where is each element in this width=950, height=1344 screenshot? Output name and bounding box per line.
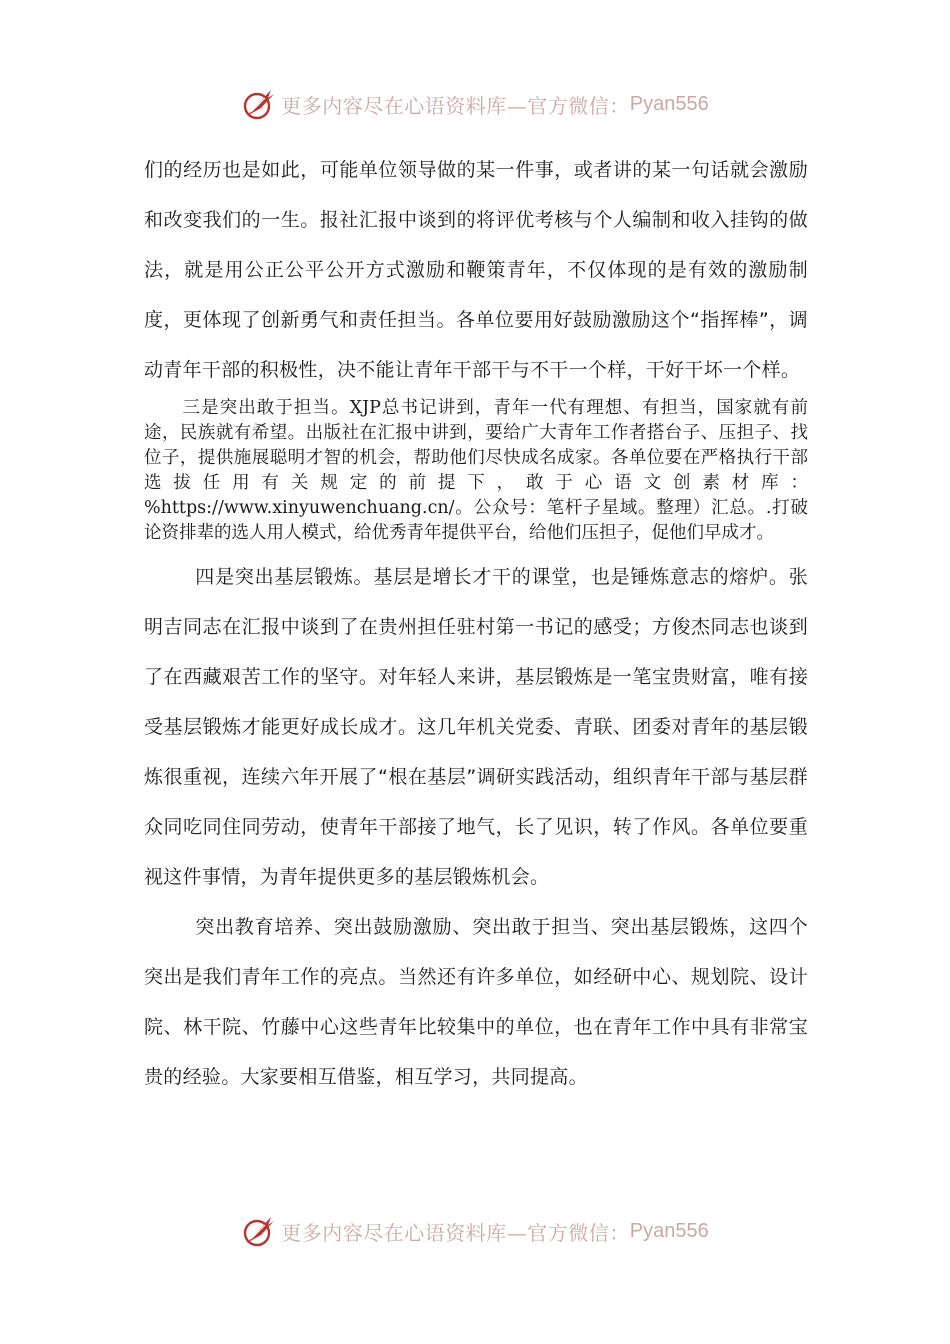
document-body <box>144 145 808 1102</box>
paragraph-grassroots: 四是突出基层锻炼。基层是增长才干的课堂，也是锤炼意志的熔炉。张明吉同志在汇报中谈到了在贵州担任驻村第一书记的感受；方俊杰同志也谈到了在西藏艰苦工作的坚守。对年轻人来讲，基层锻炼是一笔宝贵财富，唯有接受基层锻炼才能更好成长成才。这几年机关党委、青联、团委对青年的基层锻炼很重视，连续六年开展了“根在基层”调研实践活动，组织青年干部与基层群众同吃同住同劳动，使青年干部接了地气，长了见识，转了作风。各单位要重视这件事情，为青年提供更多的基层锻炼机会。 <box>144 566 808 888</box>
footer-banner <box>0 1211 950 1251</box>
paragraph-incentive: 们的经历也是如此，可能单位领导做的某一件事，或者讲的某一句话就会激励和改变我们的一生。报社汇报中谈到的将评优考核与个人编制和收入挂钩的做法，就是用公正公平公开方式激励和鞭策青年，不仅体现的是有效的激励制度，更体现了创新勇气和责任担当。各单位要用好鼓励激励这个“指挥棒”，调动青年干部的积极性，决不能让青年干部干与不干一个样，干好干坏一个样。 <box>144 159 808 381</box>
quill-pen-logo-icon <box>241 86 277 122</box>
header-banner-account: Pyan556 <box>629 92 709 115</box>
footer-banner-account: Pyan556 <box>629 1219 709 1242</box>
quill-pen-logo-icon <box>241 1213 277 1249</box>
header-banner <box>0 84 950 124</box>
footer-banner-text: 更多内容尽在心语资料库—官方微信： <box>281 1220 630 1245</box>
paragraph-summary: 突出教育培养、突出鼓励激励、突出敢于担当、突出基层锻炼，这四个突出是我们青年工作的亮点。当然还有许多单位，如经研中心、规划院、设计院、林干院、竹藤中心这些青年比较集中的单位，也在青年工作中具有非常宝贵的经验。大家要相互借鉴，相互学习，共同提高。 <box>144 916 808 1088</box>
header-banner-text: 更多内容尽在心语资料库—官方微信： <box>281 93 630 118</box>
paragraph-responsibility: 三是突出敢于担当。XJP总书记讲到，青年一代有理想、有担当，国家就有前途，民族就有希望。出版社在汇报中讲到，要给广大青年工作者搭台子、压担子、找位子，提供施展聪明才智的机会，帮助他们尽快成名成家。各单位要在严格执行干部选拔任用有关规定的前提下，敢于心语文创素材库：%https://www.xinyuwenchuang.cn/。公众号：笔杆子星域。整理）汇总。.打破论资排辈的选人用人模式，给优秀青年提供平台，给他们压担子，促他们早成才。 <box>144 398 808 543</box>
